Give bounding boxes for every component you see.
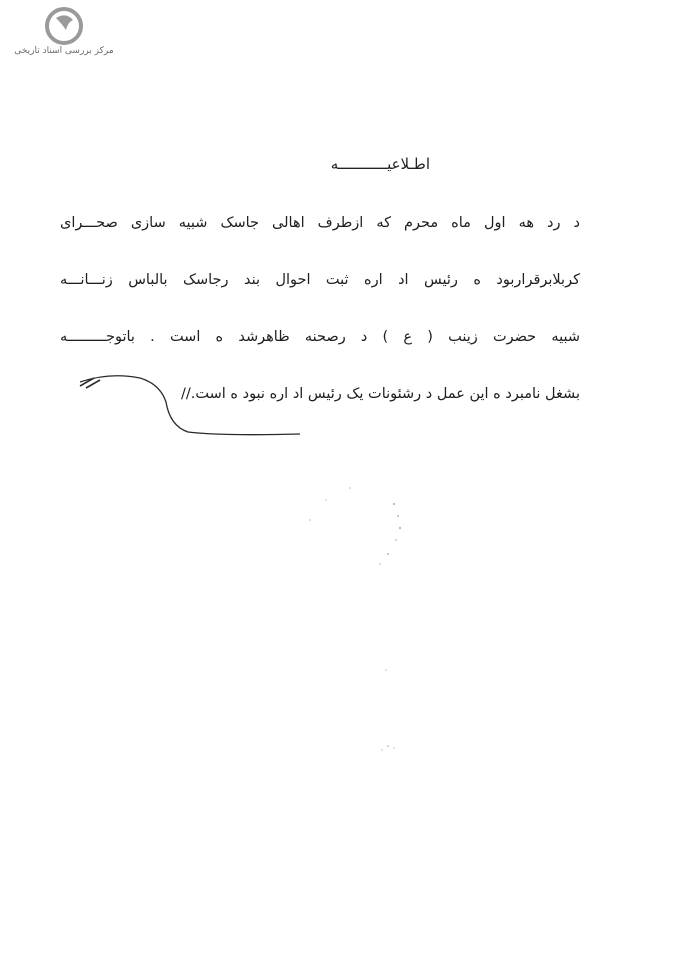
notice-line-2: کربلابرقراربود ه رئیس اد اره ثبت احوال بند رجاسک بالباس زنـــانـــه xyxy=(60,272,580,288)
archive-emblem-icon xyxy=(42,6,86,46)
notice-line-3: شبیه حضرت زینب ( ع ) د رصحنه ظاهرشد ه است . باتوجـــــــــه xyxy=(60,329,580,345)
handwritten-flourish xyxy=(70,368,310,442)
archive-logo-text: مرکز بررسی اسناد تاریخی xyxy=(14,46,114,56)
notice-line-4: بشغل نامبرد ه این عمل د رشئونات یک رئیس اد اره نبود ه است.// xyxy=(181,386,580,402)
archive-logo xyxy=(8,6,118,62)
notice-title: اطـلاعیـــــــــــه xyxy=(330,155,430,173)
faint-stamp-traces xyxy=(290,470,420,780)
notice-line-1: د رد هه اول ماه محرم که ازطرف اهالی جاسک شبیه سازی صحـــرای xyxy=(60,215,580,231)
